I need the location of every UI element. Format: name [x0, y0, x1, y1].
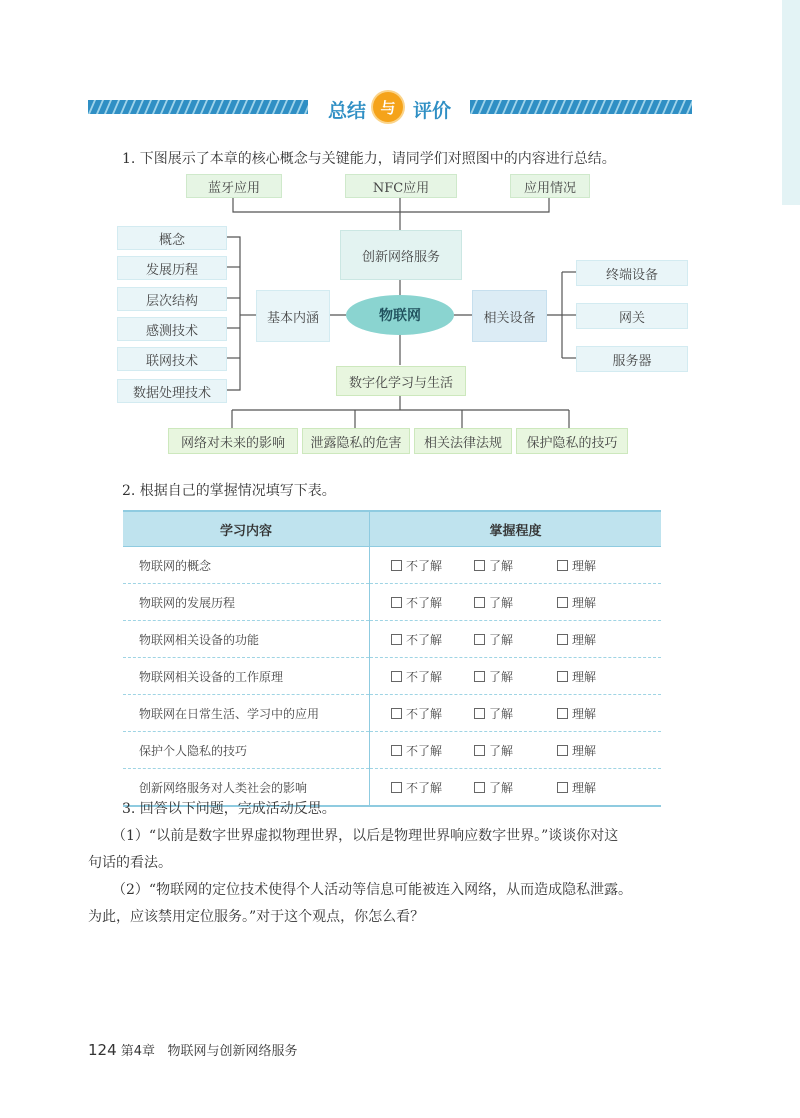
footer-chapter: 第4章 — [120, 1044, 156, 1059]
table-row — [123, 584, 661, 621]
map-bottom-item: 相关法律法规 — [414, 428, 512, 454]
checkbox[interactable] — [557, 671, 568, 682]
table-header-level: 掌握程度 — [370, 511, 662, 547]
map-basic-item: 联网技术 — [117, 347, 227, 371]
map-innovation-node: 创新网络服务 — [340, 230, 462, 280]
checkbox[interactable] — [557, 708, 568, 719]
mastery-option-label: 不了解 — [406, 669, 443, 684]
checkbox[interactable] — [391, 745, 402, 756]
table-row-options — [370, 658, 662, 695]
checkbox[interactable] — [474, 597, 485, 608]
table-row-content: 物联网相关设备的工作原理 — [123, 658, 370, 695]
mastery-option-label: 不了解 — [406, 780, 443, 795]
checkbox[interactable] — [474, 782, 485, 793]
mastery-option[interactable] — [557, 594, 640, 611]
table-row — [123, 658, 661, 695]
map-top-item-3: 应用情况 — [510, 174, 590, 198]
mastery-option[interactable] — [557, 742, 640, 759]
mastery-option[interactable] — [391, 594, 474, 611]
table-row-options — [370, 621, 662, 658]
mastery-option-label: 理解 — [572, 706, 597, 721]
mastery-option[interactable] — [474, 705, 557, 722]
checkbox[interactable] — [557, 560, 568, 571]
mastery-option[interactable] — [391, 668, 474, 685]
question-3-2-line-1: （2）“物联网的定位技术使得个人活动等信息可能被连入网络，从而造成隐私泄露。 — [112, 882, 633, 898]
mastery-option-label: 了解 — [489, 743, 514, 758]
mastery-option-label: 不了解 — [406, 595, 443, 610]
mastery-option-label: 不了解 — [406, 706, 443, 721]
mastery-option-label: 理解 — [572, 595, 597, 610]
map-basic-item: 概念 — [117, 226, 227, 250]
checkbox[interactable] — [557, 597, 568, 608]
checkbox[interactable] — [391, 634, 402, 645]
map-digital-node: 数字化学习与生活 — [336, 366, 466, 396]
table-row-options — [370, 695, 662, 732]
map-device-item: 终端设备 — [576, 260, 688, 286]
mastery-option-label: 了解 — [489, 780, 514, 795]
mastery-option[interactable] — [391, 631, 474, 648]
mastery-option-label: 理解 — [572, 558, 597, 573]
map-devices-node: 相关设备 — [472, 290, 547, 342]
mastery-option[interactable] — [474, 779, 557, 796]
mastery-option-label: 不了解 — [406, 743, 443, 758]
table-row — [123, 732, 661, 769]
mastery-option[interactable] — [557, 631, 640, 648]
map-center-node: 物联网 — [346, 295, 454, 335]
header-emblem: 与 — [373, 92, 403, 122]
checkbox[interactable] — [391, 560, 402, 571]
mastery-option[interactable] — [474, 631, 557, 648]
header-title-left: 总结 — [328, 100, 367, 122]
mastery-option[interactable] — [474, 742, 557, 759]
mastery-option[interactable] — [557, 705, 640, 722]
map-basic-item: 数据处理技术 — [117, 379, 227, 403]
map-top-item-2: NFC应用 — [345, 174, 457, 198]
mastery-option-label: 不了解 — [406, 558, 443, 573]
mastery-option[interactable] — [474, 668, 557, 685]
mastery-option[interactable] — [557, 557, 640, 574]
mastery-option-label: 不了解 — [406, 632, 443, 647]
table-header-content: 学习内容 — [123, 511, 370, 547]
question-3-1-line-1: （1）“以前是数字世界虚拟物理世界，以后是物理世界响应数字世界。”谈谈你对这 — [112, 828, 619, 844]
map-bottom-item: 保护隐私的技巧 — [516, 428, 628, 454]
table-row-options — [370, 732, 662, 769]
checkbox[interactable] — [557, 782, 568, 793]
mastery-option-label: 理解 — [572, 780, 597, 795]
checkbox[interactable] — [474, 745, 485, 756]
page-number: 124 — [88, 1041, 117, 1059]
mastery-option[interactable] — [391, 557, 474, 574]
table-row-content: 物联网的概念 — [123, 547, 370, 584]
checkbox[interactable] — [474, 634, 485, 645]
checkbox[interactable] — [391, 597, 402, 608]
table-row-content: 物联网相关设备的功能 — [123, 621, 370, 658]
question-3-2-line-2: 为此，应该禁用定位服务。”对于这个观点，你怎么看？ — [88, 909, 425, 925]
checkbox[interactable] — [391, 782, 402, 793]
table-row-options — [370, 547, 662, 584]
mastery-option-label: 理解 — [572, 669, 597, 684]
mastery-option[interactable] — [391, 742, 474, 759]
table-row-content: 物联网的发展历程 — [123, 584, 370, 621]
checkbox[interactable] — [557, 745, 568, 756]
map-bottom-item: 网络对未来的影响 — [168, 428, 298, 454]
footer-title: 物联网与创新网络服务 — [167, 1044, 298, 1059]
question-2: 2. 根据自己的掌握情况填写下表。 — [122, 483, 336, 499]
checkbox[interactable] — [474, 708, 485, 719]
mastery-option[interactable] — [557, 668, 640, 685]
checkbox[interactable] — [391, 708, 402, 719]
map-bottom-item: 泄露隐私的危害 — [302, 428, 410, 454]
table-row-content: 物联网在日常生活、学习中的应用 — [123, 695, 370, 732]
map-basic-item: 层次结构 — [117, 287, 227, 311]
map-basic-node: 基本内涵 — [256, 290, 330, 342]
page-footer — [88, 1040, 297, 1059]
question-3-intro: 3. 回答以下问题，完成活动反思。 — [122, 801, 336, 817]
map-top-item-1: 蓝牙应用 — [186, 174, 282, 198]
mastery-option-label: 了解 — [489, 669, 514, 684]
mastery-option[interactable] — [391, 705, 474, 722]
mastery-option-label: 了解 — [489, 558, 514, 573]
checkbox[interactable] — [557, 634, 568, 645]
mastery-option-label: 了解 — [489, 595, 514, 610]
map-basic-item: 发展历程 — [117, 256, 227, 280]
mastery-option[interactable] — [391, 779, 474, 796]
mastery-option-label: 了解 — [489, 706, 514, 721]
table-row-content: 创新网络服务对人类社会的影响 — [123, 769, 370, 807]
mastery-option-label: 理解 — [572, 632, 597, 647]
mastery-option[interactable] — [474, 594, 557, 611]
checkbox[interactable] — [474, 671, 485, 682]
checkbox[interactable] — [391, 671, 402, 682]
mastery-option-label: 了解 — [489, 632, 514, 647]
question-1: 1. 下图展示了本章的核心概念与关键能力，请同学们对照图中的内容进行总结。 — [122, 151, 616, 167]
header-title-right: 评价 — [413, 100, 452, 122]
checkbox[interactable] — [474, 560, 485, 571]
table-row-options — [370, 769, 662, 807]
mastery-option-label: 理解 — [572, 743, 597, 758]
table-row — [123, 621, 661, 658]
map-device-item: 服务器 — [576, 346, 688, 372]
table-row-content: 保护个人隐私的技巧 — [123, 732, 370, 769]
mastery-option[interactable] — [474, 557, 557, 574]
map-device-item: 网关 — [576, 303, 688, 329]
question-3-1-line-2: 句话的看法。 — [88, 855, 172, 871]
table-row — [123, 547, 661, 584]
map-basic-item: 感测技术 — [117, 317, 227, 341]
table-row — [123, 695, 661, 732]
mastery-table — [123, 510, 661, 807]
table-row-options — [370, 584, 662, 621]
mastery-option[interactable] — [557, 779, 640, 796]
